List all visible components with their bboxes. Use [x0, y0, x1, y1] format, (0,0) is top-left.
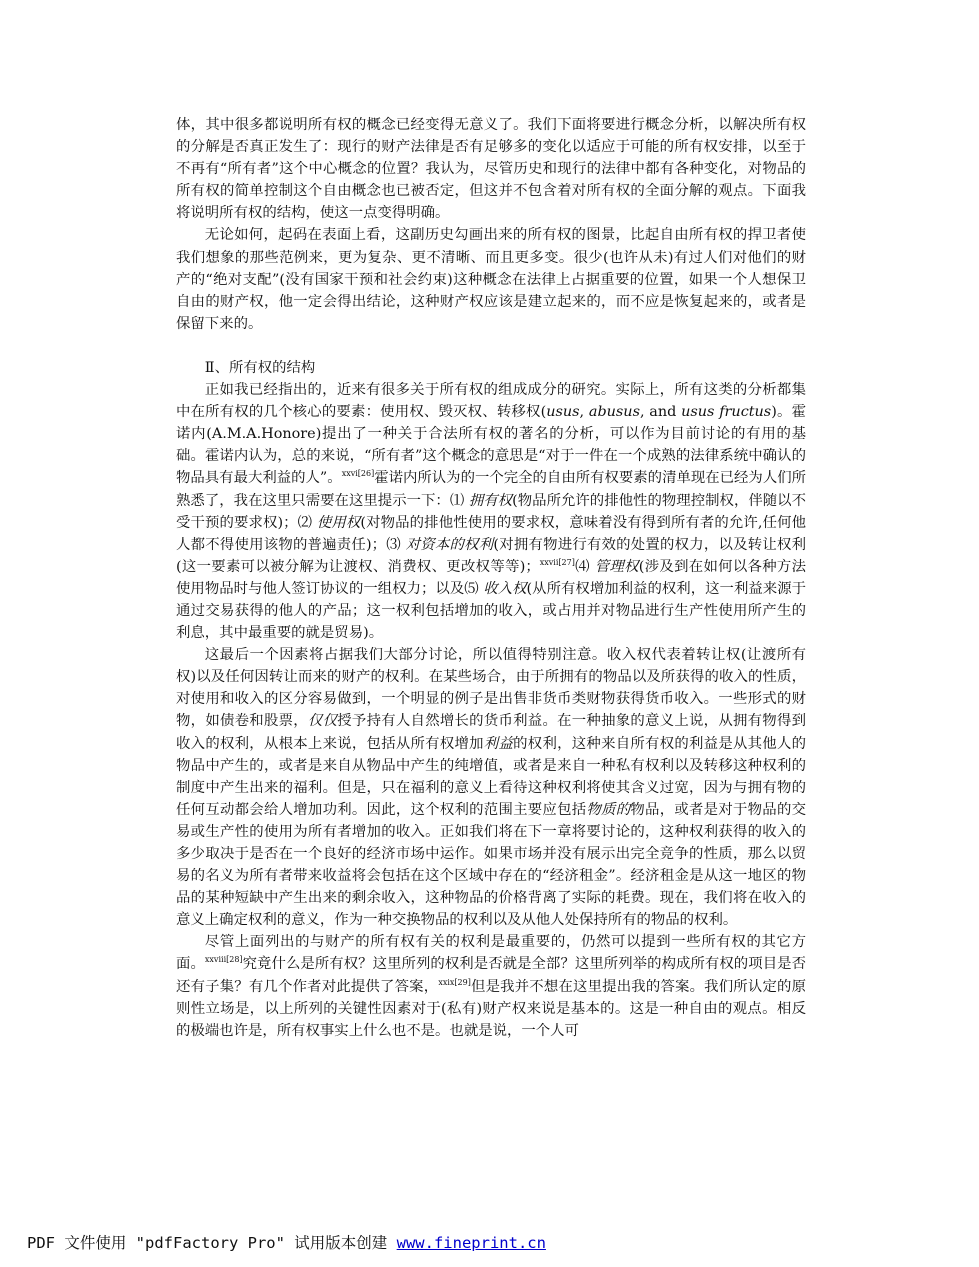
latin-term: usus — [546, 404, 580, 421]
text-run: 但是我并不想在这里提出我的答案。我们所认定的原则性立场是，以上所列的关键性因素对于(私有)财产权来说是基本的。这是一种自由的观点。相反的极端也许是，所有权事实上什么也不是。也就是说，一个人可 — [176, 978, 806, 1039]
text-run: 的权利，这种来自所有权的利益是从其他人的物品中产生的，或者是来自从物品中产生的纯增值，或者是来自一种私有权利以及转移这种权利的制度中产生出来的福利。但是，只在福利的意义上看待这种权利将使其含义过宽，因为与拥有物的任何互动都会给人增加功利。因此，这个权利的范围主要应包括 — [176, 735, 806, 818]
text-run: (物品所允许的排他性的物理控制权，伴随以不受干预的要求权)；⑵ — [176, 492, 806, 531]
text-run: )。霍诺内(A.M.A.Honore)提出了一种关于合法所有权的著名的分析，可以作为目前讨论的有用的基础。霍诺内认为，总的来说，“所有者”这个概念的意思是“对于一件在一个成熟的法律系统中确认的物品具有最大利益的人”。 — [176, 404, 806, 487]
text-run: (对物品的排他性使用的要求权，意味着没有得到所有者的允许,任何他人都不得使用该物的普遍责任)；⑶ — [176, 514, 806, 553]
footnote-ref: xxviii[28] — [204, 955, 243, 965]
document-body — [176, 114, 806, 1042]
text-run: , — [579, 404, 589, 421]
latin-term: usus fructus — [681, 404, 772, 421]
footnote-ref: xxix[29] — [438, 977, 471, 987]
text-run: 霍诺内所认为的一个完全的自由所有权要素的清单现在已经为人们所熟悉了，我在这里只需要在这里提示一下：⑴ — [176, 470, 806, 509]
emphasis: 对资本的权利 — [405, 536, 494, 553]
pdf-watermark-footer — [27, 1231, 546, 1253]
text-run: (从所有权增加利益的权利，这一利益来源于通过交易获得的他人的产品；这一权利包括增加的收入，或占用并对物品进行生产性使用所产生的利息，其中最重要的就是贸易)。 — [176, 580, 806, 642]
text-run: 正如我已经指出的，近来有很多关于所有权的组成成分的研究。实际上，所有这类的分析都集中在所有权的几个核心的要素：使用权、毁灭权、转移权( — [176, 382, 806, 421]
paragraph-1: 体，其中很多都说明所有权的概念已经变得无意义了。我们下面将要进行概念分析，以解决所有权的分解是否真正发生了：现行的财产法律是否有足够多的变化以适应于可能的所有权安排，以至于不再有“所有者”这个中心概念的位置？我认为，尽管历史和现行的法律中都有各种变化，对物品的所有权的简单控制这个自由概念也已被否定，但这并不包含着对所有权的全面分解的观点。下面我将说明所有权的结构，使这一点变得明确。 — [176, 117, 806, 222]
section-heading: Ⅱ、所有权的结构 — [204, 359, 316, 376]
text-run: (对拥有物进行有效的处置的权力，以及转让权利(这一要素可以被分解为让渡权、消费权、更改权等等)； — [176, 536, 806, 575]
fineprint-link[interactable]: www.fineprint.cn — [396, 1234, 546, 1252]
section-gap — [176, 335, 806, 357]
text-run: ⑷ — [574, 558, 595, 575]
emphasis: 管理权 — [594, 558, 639, 575]
text-run: 尽管上面列出的与财产的所有权有关的权利是最重要的，仍然可以提到一些所有权的其它方面。 — [176, 934, 806, 973]
latin-term: abusus — [588, 404, 640, 421]
footnote-ref: xxvii[27] — [539, 557, 575, 567]
text-run: (涉及到在如何以各种方法使用物品时与他人签订协议的一组权力；以及⑸ — [176, 558, 806, 597]
footnote-ref: xxvi[26] — [341, 469, 375, 479]
emphasis: 物质的 — [586, 801, 631, 818]
text-run: 物品，或者是对于物品的交易或生产性的使用为所有者增加的收入。正如我们将在下一章将要讨论的，这种权利获得的收入的多少取决于是否在一个良好的经济市场中运作。如果市场并没有展示出完全竞争的性质，那么以贸易的名义为所有者带来收益将会包括在这个区域中存在的“经济租金”。经济租金是从这一地区的物品的某种短缺中产生出来的剩余收入，这种物品的价格背离了实际的耗费。现在，我们将在收入的意义上确定权利的意义，作为一种交换物品的权利以及从他人处保持所有的物品的权利。 — [176, 801, 806, 929]
footer-text: PDF 文件使用 "pdfFactory Pro" 试用版本创建 — [27, 1234, 397, 1252]
emphasis: 收入权 — [483, 580, 527, 597]
text-run: 这最后一个因素将占据我们大部分讨论，所以值得特别注意。收入权代表着转让权(让渡所有权)以及任何因转让而来的财产的权利。在某些场合，由于所拥有的物品以及所获得的收入的性质，对使用和收入的区分容易做到，一个明显的例子是出售非货币类财物获得货币收入。一些形式的财物，如债卷和股票， — [176, 647, 806, 730]
emphasis: 利益 — [483, 735, 514, 752]
text-run: , and — [639, 404, 682, 421]
text-run: 授予持有人自然增长的货币利益。在一种抽象的意义上说，从拥有物得到收入的权利，从根本上来说，包括从所有权增加 — [176, 713, 806, 752]
emphasis: 仅仅 — [307, 713, 338, 730]
emphasis: 拥有权 — [468, 492, 513, 509]
text-run: 究竟什么是所有权？这里所列的权利是否就是全部？这里所列举的构成所有权的项目是否还有子集？有几个作者对此提供了答案， — [176, 956, 806, 995]
emphasis: 使用权 — [316, 514, 361, 531]
paragraph-3 — [176, 379, 806, 644]
paragraph-5 — [176, 931, 806, 1041]
paragraph-2: 无论如何，起码在表面上看，这副历史勾画出来的所有权的图景，比起自由所有权的捍卫者使我们想象的那些范例来，更为复杂、更不清晰、而且更多变。很少(也许从未)有过人们对他们的财产的“绝对支配”(没有国家干预和社会约束)这种概念在法律上占据重要的位置，如果一个人想保卫自由的财产权，他一定会得出结论，这种财产权应该是建立起来的，而不应是恢复起来的，或者是保留下来的。 — [176, 227, 806, 332]
paragraph-4 — [176, 644, 806, 931]
